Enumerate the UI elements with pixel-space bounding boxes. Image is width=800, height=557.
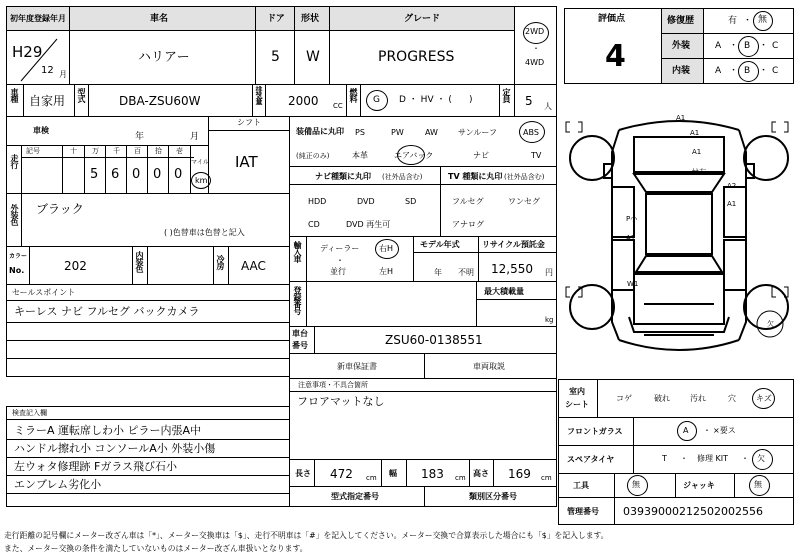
notes-cell: 注意事項・不具合箇所 フロアマットなし <box>289 378 557 460</box>
type-number: 型式指定番号 <box>289 486 425 507</box>
footer-note-1: 走行距離の記号欄にメーター改ざん車は「*」、メーター交換車は「$」、走行不明車は「#」を記入してください。メーター交換で合算表示した場合にも「$」を記入します。 <box>4 531 609 540</box>
mileage-cell: 走行 記号 十 万 千 百 拾 壱 5 6 0 0 0 マイル km <box>6 145 209 194</box>
exterior-label: 外装 <box>661 33 704 59</box>
navi-cell: ナビ種類に丸印 (社外品含む) HDD DVD SD CD DVD 再生可 <box>289 166 441 237</box>
reg-month-unit: 月 <box>59 70 67 79</box>
grade-header: グレード <box>329 6 515 31</box>
load-cell: 最大積載量 kg <box>476 281 557 327</box>
drive-dot: ・ <box>532 44 540 53</box>
row2: 車種 自家用 型式 DBA-ZSU60W 排気量 2000 CC 燃料 G D ・ HV ・ ( ) 定員 5 人 <box>6 84 557 117</box>
glass-cell: フロントガラス A ・ ×要ス <box>558 417 794 446</box>
car-name-cell: ハリアー <box>69 30 256 85</box>
seat-cell: 室内 シート コゲ 破れ 汚れ 穴 キズ <box>558 379 794 418</box>
tools-cell: 工具 無 ジャッキ 無 <box>558 473 794 498</box>
drive-cell <box>514 6 557 85</box>
repair-label: 修復歴 <box>661 8 704 34</box>
inspection-cell: 車検 年 月 <box>6 116 209 146</box>
warranty-manual: 車両取説 <box>424 353 557 379</box>
sales-cell: セールスポイント キーレス ナビ フルセグ バックカメラ <box>6 284 290 377</box>
damage-mark: W1 <box>627 280 639 288</box>
mileage-digit: 0 <box>174 167 183 182</box>
remark-line: 左ウォタ修理跡 Fガラス飛び石小 <box>14 460 178 473</box>
damage-mark: ｶｷ右 <box>692 168 706 176</box>
color-cell: 外装色 ブラック ( )色替車は色替と記入 <box>6 193 290 247</box>
mgmt-value: 03939000212502002556 <box>623 505 763 518</box>
score-value: 4 <box>605 39 626 74</box>
recycle-cell: リサイクル預託金 12,550 円 <box>478 236 557 282</box>
car-diagram-icon <box>564 92 794 382</box>
mileage-digit: 0 <box>153 167 162 182</box>
registration-cell: 登録番号 <box>289 281 477 327</box>
door-cell: 5 <box>255 30 295 85</box>
kind-value: 自家用 <box>29 94 66 108</box>
dims-row: 長さ 472 cm 幅 183 cm 高さ 169 cm <box>289 459 557 487</box>
mileage-digit: 5 <box>90 167 99 182</box>
shape-header: 形状 <box>294 6 330 31</box>
damage-mark: A1 <box>626 234 636 242</box>
aircon-value: AAC <box>241 259 266 273</box>
color-code: 202 <box>64 259 87 273</box>
spare-cell: スペアタイヤ T ・ 修理 KIT ・ 欠 <box>558 445 794 474</box>
disp-value: 2000 <box>288 94 319 108</box>
reg-month: 12 <box>41 65 54 76</box>
reg-date-cell <box>6 30 70 85</box>
sales-text: キーレス ナビ フルセグ バックカメラ <box>14 305 200 318</box>
model-year-cell: モデル年式 年 不明 <box>413 236 479 282</box>
import-cell: 輸入車 ディーラー ・ 並行 右H 左H <box>289 236 414 282</box>
repair-cell: 有 ・ 無 <box>703 8 794 34</box>
reg-date-header: 初年度登録年月 <box>6 6 70 31</box>
damage-mark: A1 <box>727 200 737 208</box>
damage-mark: A1 <box>692 148 702 156</box>
color-value: ブラック <box>36 202 84 216</box>
warranty-new: 新車保証書 <box>289 353 425 379</box>
reg-year: H29 <box>12 43 43 61</box>
mgmt-cell: 管理番号 03939000212502002556 <box>558 497 794 525</box>
footer-note-2: また、メーター交換の条件を満たしていないものはメーター改ざん車扱いとなります。 <box>4 544 308 553</box>
mileage-digit: 0 <box>132 167 141 182</box>
drive-4wd: 4WD <box>525 58 545 67</box>
grade-cell: PROGRESS <box>329 30 515 85</box>
remark-line: ハンドル擦れ小 コンソールA小 外装小傷 <box>14 442 216 455</box>
class-number: 類別区分番号 <box>424 486 557 507</box>
door-header: ドア <box>255 6 295 31</box>
chassis-cell: 車台 番号 ZSU60-0138551 <box>289 326 557 354</box>
interior-label: 内装 <box>661 58 704 84</box>
notes-text: フロアマットなし <box>297 395 385 408</box>
drive-2wd: 2WD <box>525 27 545 36</box>
remarks-cell: 検査記入欄 ミラーA 運転席しわ小 ピラー内張A中 ハンドル擦れ小 コンソールA小 外装小傷 左ウォタ修理跡 Fガラス飛び石小 エンブレム劣化小 <box>6 406 290 507</box>
damage-mark: A2 <box>727 182 737 190</box>
damage-mark: 欠 <box>767 320 774 328</box>
exterior-cell: A ・ B ・ C <box>703 33 794 59</box>
damage-diagram <box>564 92 794 382</box>
codes-row: カラー No. 202 内装色 冷房 AAC <box>6 246 290 285</box>
shift-cell: シフト IAT <box>208 116 290 194</box>
mileage-digit: 6 <box>111 167 120 182</box>
score-cell: 評価点 4 <box>564 8 662 84</box>
remark-line: ミラーA 運転席しわ小 ピラー内張A中 <box>14 424 202 437</box>
model-value: DBA-ZSU60W <box>119 94 201 108</box>
damage-mark: A1 <box>676 114 686 122</box>
car-name-header: 車名 <box>69 6 256 31</box>
interior-cell: A ・ B ・ C <box>703 58 794 84</box>
chassis-value: ZSU60-0138551 <box>385 333 483 347</box>
tvtype-cell: TV 種類に丸印 (社外品含む) フルセグ ワンセグ アナログ <box>440 166 557 237</box>
equip-cell: 装備品に丸印 (純正のみ) PS PW AW サンルーフ ABS 本革 エアバック ナビ TV <box>289 116 557 167</box>
damage-mark: P小 <box>626 215 638 223</box>
damage-mark: A1 <box>690 129 700 137</box>
shape-cell: W <box>294 30 330 85</box>
remark-line: エンブレム劣化小 <box>14 478 102 491</box>
